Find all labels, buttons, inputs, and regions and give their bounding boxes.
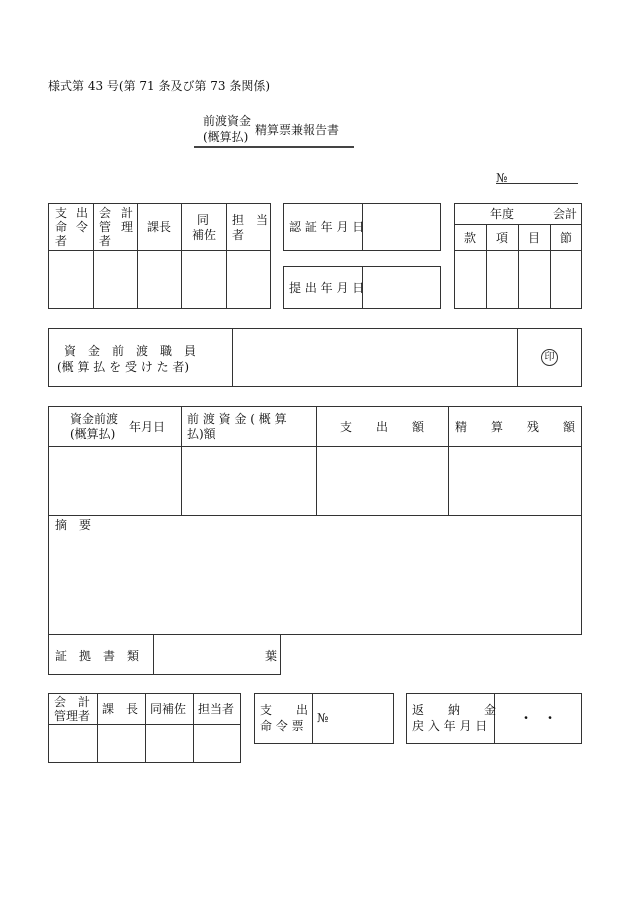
- advance-amount-header-1: 前 渡 資 金 ( 概 算: [187, 412, 287, 426]
- form-title: 精算票兼報告書: [255, 123, 340, 137]
- submitted-date-label: 提 出 年 月 日: [289, 281, 365, 295]
- settle-date-header-2: (概算払): [70, 427, 116, 441]
- return-label-1: 返 納 金: [412, 703, 497, 717]
- budget-col-kan: 款: [463, 231, 476, 245]
- budget-year-label: 年度: [490, 207, 515, 221]
- budget-col-setsu: 節: [559, 231, 572, 245]
- title-left-line2: (概算払): [203, 130, 249, 144]
- staff-label-1: 資 金 前 渡 職 員: [64, 344, 197, 358]
- bottom-acct-header-2: 管理者: [54, 709, 91, 723]
- return-label-2: 戻 入 年 月 日: [412, 719, 488, 733]
- bottom-charge-header: 担当者: [198, 702, 235, 716]
- evidence-label: 証 拠 書 類: [55, 649, 140, 663]
- settle-date-header-1: 資金前渡: [70, 412, 119, 426]
- approved-date-label: 認 証 年 月 日: [289, 220, 365, 234]
- expenditure-order-number: №: [317, 711, 329, 725]
- expense-amount-header: 支 出 額: [339, 420, 424, 434]
- form-number: 様式第 43 号(第 71 条及び第 73 条関係): [48, 79, 271, 93]
- approval-header-dohosa-1: 同: [197, 213, 210, 227]
- number-line: [496, 183, 578, 184]
- expenditure-order-label-1: 支 出: [260, 703, 309, 717]
- approval-header-dohosa-2: 補佐: [192, 228, 217, 242]
- return-date-value: ・ ・: [519, 711, 556, 725]
- approval-header-tanto-2: 者: [232, 228, 245, 242]
- bottom-chief-header: 課 長: [102, 702, 139, 716]
- budget-col-moku: 目: [527, 231, 540, 245]
- budget-account-label: 会計: [553, 207, 578, 221]
- expenditure-order-label-2: 命 令 票: [260, 719, 304, 733]
- budget-col-ko: 項: [495, 231, 508, 245]
- staff-label-2: (概 算 払 を 受 け た 者): [57, 360, 190, 374]
- remarks-label: 摘 要: [55, 518, 92, 532]
- number-label: №: [496, 171, 508, 185]
- advance-amount-header-2: 払)額: [187, 427, 216, 441]
- bottom-deputy-header: 同補佐: [150, 702, 187, 716]
- title-left-line1: 前渡資金: [203, 114, 252, 128]
- approval-header-tanto-1: 担 当: [232, 213, 269, 227]
- bottom-acct-header-1: 会 計: [54, 695, 91, 709]
- evidence-unit: 葉: [265, 649, 278, 663]
- approval-header-kacho: 課長: [147, 220, 172, 234]
- balance-amount-header: 精 算 残 額: [454, 420, 575, 434]
- title-underline: [194, 146, 354, 148]
- seal-mark: 印: [541, 349, 558, 366]
- settle-date-header-3: 年月日: [129, 420, 166, 434]
- settlement-table: [48, 406, 582, 635]
